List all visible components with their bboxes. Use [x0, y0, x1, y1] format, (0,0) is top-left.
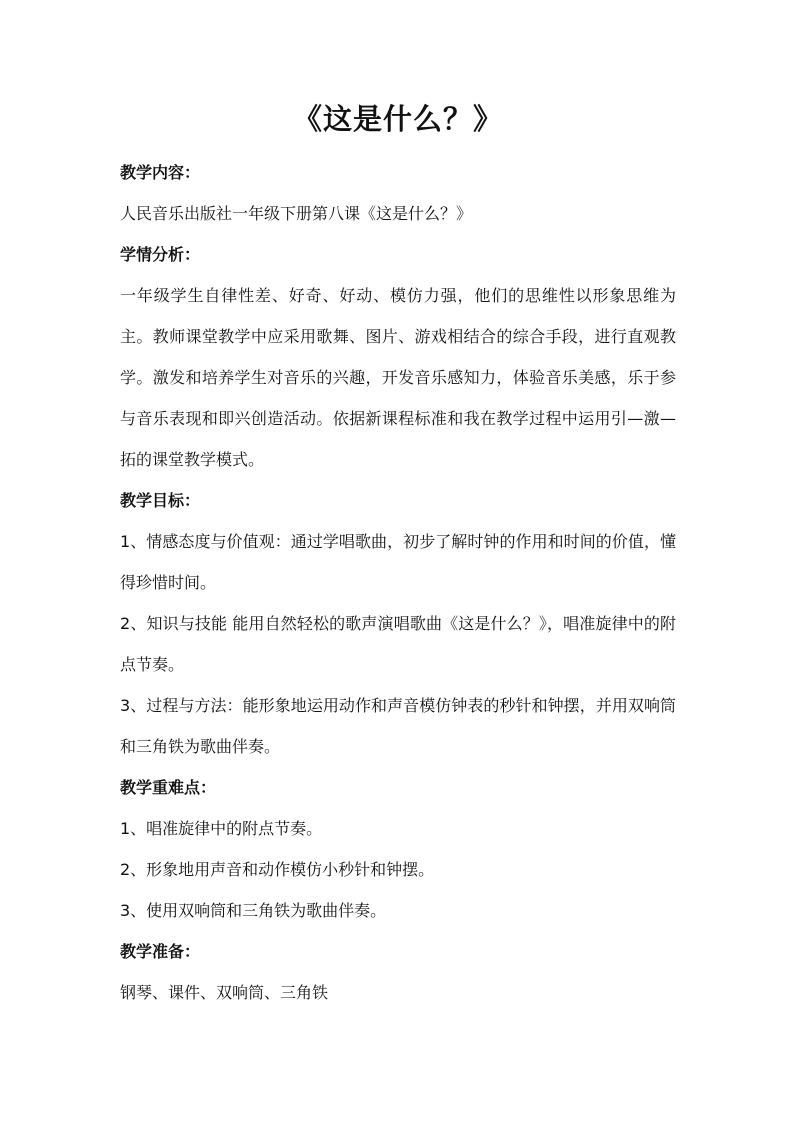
- section-teaching-content: [120, 152, 676, 234]
- document-title: 《这是什么？》: [292, 102, 503, 136]
- section-paragraph: 一年级学生自律性差、好奇、好动、模仿力强，他们的思维性以形象思维为主。教师课堂教学中应采用歌舞、图片、游戏相结合的综合手段，进行直观教学。激发和培养学生对音乐的兴趣，开发音乐感知力，体验音乐美感，乐于参与音乐表现和即兴创造活动。依据新课程标准和我在教学过程中运用引—激—拓的课堂教学模式。: [120, 286, 676, 469]
- section-heading: 教学重难点：: [120, 778, 217, 797]
- section-paragraph: 钢琴、课件、双响筒、三角铁: [120, 983, 329, 1002]
- section-paragraph: 3、过程与方法：能形象地运用动作和声音模仿钟表的秒针和钟摆，并用双响筒和三角铁为歌曲伴奏。: [120, 696, 676, 756]
- section-paragraph: 3、使用双响筒和三角铁为歌曲伴奏。: [120, 901, 387, 920]
- section-teaching-goals: [120, 480, 676, 767]
- section-preparation: [120, 931, 676, 1013]
- section-paragraph: 人民音乐出版社一年级下册第八课《这是什么？》: [120, 204, 473, 223]
- section-paragraph: 1、唱准旋律中的附点节奏。: [120, 819, 323, 838]
- section-heading: 教学目标：: [120, 491, 201, 510]
- section-key-points: [120, 767, 676, 931]
- section-heading: 学情分析：: [120, 245, 201, 264]
- section-paragraph: 1、情感态度与价值观：通过学唱歌曲，初步了解时钟的作用和时间的价值，懂得珍惜时间。: [120, 532, 676, 592]
- section-learner-analysis: [120, 234, 676, 480]
- section-paragraph: 2、形象地用声音和动作模仿小秒针和钟摆。: [120, 860, 435, 879]
- section-heading: 教学内容：: [120, 163, 201, 182]
- section-heading: 教学准备：: [120, 942, 201, 961]
- section-paragraph: 2、知识与技能 能用自然轻松的歌声演唱歌曲《这是什么？》，唱准旋律中的附点节奏。: [120, 614, 676, 674]
- document-page: [120, 96, 676, 1013]
